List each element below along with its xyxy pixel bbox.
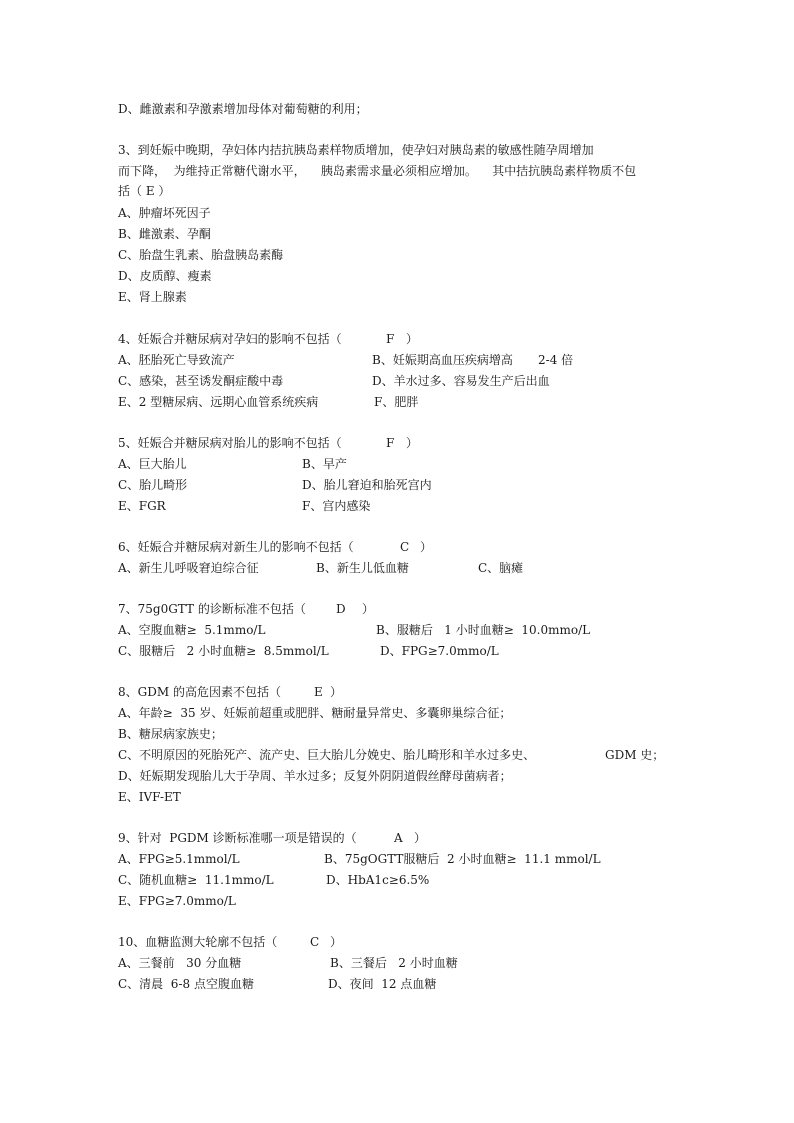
question-5-options-row-1 xyxy=(118,457,738,471)
question-8-option-e: E、IVF-ET xyxy=(118,790,181,804)
question-4-options-row-2 xyxy=(118,374,738,388)
question-3-option-e: E、肾上腺素 xyxy=(118,290,187,304)
question-7-option-d: D、FPG≥7.0mmo/L xyxy=(380,644,499,658)
question-10-options-row-2 xyxy=(118,977,738,991)
question-5-option-f: F、宫内感染 xyxy=(302,499,371,513)
question-8-option-d: D、妊娠期发现胎儿大于孕周、羊水过多；反复外阴阴道假丝酵母菌病者； xyxy=(118,769,512,783)
question-6-option-c: C、脑瘫 xyxy=(478,561,524,575)
question-5-option-a: A、巨大胎儿 xyxy=(118,457,187,471)
question-6-stem: 6、妊娠合并糖尿病对新生儿的影响不包括（ xyxy=(118,540,354,554)
question-5-close: ） xyxy=(406,436,419,450)
question-9-close: ） xyxy=(414,831,427,845)
question-4-stem: 4、妊娠合并糖尿病对孕妇的影响不包括（ xyxy=(118,332,342,346)
question-7-options-row-1 xyxy=(118,623,738,637)
question-8-option-c-row xyxy=(118,748,738,762)
question-4-option-c: C、感染，甚至诱发酮症酸中毒 xyxy=(118,374,284,388)
question-4-close: ） xyxy=(406,332,419,346)
question-6-option-a: A、新生儿呼吸窘迫综合征 xyxy=(118,561,259,575)
question-5-option-b: B、早产 xyxy=(302,457,347,471)
question-4-option-a: A、胚胎死亡导致流产 xyxy=(118,353,235,367)
question-9-option-b: B、75gOGTT服糖后 2 小时血糖≥ 11.1 mmol/L xyxy=(324,852,601,866)
question-5-option-c: C、胎儿畸形 xyxy=(118,478,188,492)
question-6-stem-row xyxy=(118,540,738,554)
question-8-option-b: B、糖尿病家族史； xyxy=(118,727,223,741)
question-9-options-row-2 xyxy=(118,873,738,887)
question-3-stem-end: 括（ E ） xyxy=(118,184,171,198)
question-5-stem-row xyxy=(118,436,738,450)
question-10-option-a: A、三餐前 30 分血糖 xyxy=(118,956,242,970)
question-10-options-row-1 xyxy=(118,956,738,970)
question-10-option-b: B、三餐后 2 小时血糖 xyxy=(330,956,458,970)
question-8-option-a: A、年龄≥ 35 岁、妊娠前超重或肥胖、糖耐量异常史、多囊卵巢综合征； xyxy=(118,706,512,720)
question-9-stem-row xyxy=(118,831,738,845)
question-4-stem-row xyxy=(118,332,738,346)
option-text: D、雌激素和孕激素增加母体对葡萄糖的利用； xyxy=(118,102,368,116)
question-8-close: ） xyxy=(330,685,343,699)
question-7-stem-row xyxy=(118,602,738,616)
question-4-option-b: B、妊娠期高血压疾病增高 xyxy=(372,353,513,367)
question-7-close: ） xyxy=(362,602,375,616)
question-5-option-e: E、FGR xyxy=(118,499,166,513)
question-6-close: ） xyxy=(420,540,433,554)
question-4-options-row-1 xyxy=(118,353,738,367)
question-8-option-c-suffix: GDM 史； xyxy=(605,748,665,762)
question-9-stem: 9、针对 PGDM 诊断标准哪一项是错误的（ xyxy=(118,831,357,845)
question-3-stem: 3、到妊娠中晚期，孕妇体内拮抗胰岛素样物质增加，使孕妇对胰岛素的敏感性随孕周增加 xyxy=(118,143,594,157)
question-10-answer: C xyxy=(310,935,320,949)
question-4-options-row-3 xyxy=(118,395,738,409)
question-10-stem-row xyxy=(118,935,738,949)
question-9-option-a: A、FPG≥5.1mmol/L xyxy=(118,852,240,866)
question-5-options-row-3 xyxy=(118,499,738,513)
question-10-option-c: C、清晨 6-8 点空腹血糖 xyxy=(118,977,254,991)
question-5-stem: 5、妊娠合并糖尿病对胎儿的影响不包括（ xyxy=(118,436,342,450)
question-10-close: ） xyxy=(330,935,343,949)
question-9-option-d: D、HbA1c≥6.5% xyxy=(326,873,430,887)
question-9-option-e: E、FPG≥7.0mmo/L xyxy=(118,894,236,908)
question-6-answer: C xyxy=(400,540,410,554)
question-7-answer: D xyxy=(336,602,346,616)
question-8-answer: E xyxy=(314,685,323,699)
question-9-options-row-1 xyxy=(118,852,738,866)
question-3-option-a: A、肿瘤坏死因子 xyxy=(118,206,211,220)
question-7-option-a: A、空腹血糖≥ 5.1mmo/L xyxy=(118,623,266,637)
question-4-answer: F xyxy=(386,332,395,346)
question-3-stem-continued: 而下降， 为维持正常糖代谢水平， 胰岛素需求量必须相应增加。 其中拮抗胰岛素样物质不包 xyxy=(118,164,637,178)
question-9-answer: A xyxy=(394,831,403,845)
question-9-option-c: C、随机血糖≥ 11.1mmo/L xyxy=(118,873,274,887)
question-6-option-b: B、新生儿低血糖 xyxy=(316,561,409,575)
question-3-option-d: D、皮质醇、瘦素 xyxy=(118,269,212,283)
question-4-option-e: E、2 型糖尿病、远期心血管系统疾病 xyxy=(118,395,319,409)
question-3-option-c: C、胎盘生乳素、胎盘胰岛素酶 xyxy=(118,248,284,262)
question-8-option-c: C、不明原因的死胎死产、流产史、巨大胎儿分娩史、胎儿畸形和羊水过多史、 xyxy=(118,748,536,762)
question-8-stem-row xyxy=(118,685,738,699)
question-4-option-f: F、肥胖 xyxy=(374,395,419,409)
question-4-option-d: D、羊水过多、容易发生产后出血 xyxy=(372,374,550,388)
question-5-option-d: D、胎儿窘迫和胎死宫内 xyxy=(302,478,432,492)
question-7-option-c: C、服糖后 2 小时血糖≥ 8.5mmol/L xyxy=(118,644,329,658)
question-10-stem: 10、血糖监测大轮廓不包括（ xyxy=(118,935,278,949)
question-4-option-b-suffix: 2-4 倍 xyxy=(538,353,574,367)
question-10-option-d: D、夜间 12 点血糖 xyxy=(328,977,437,991)
question-8-stem: 8、GDM 的高危因素不包括（ xyxy=(118,685,281,699)
question-5-answer: F xyxy=(386,436,395,450)
question-7-stem: 7、75g0GTT 的诊断标准不包括（ xyxy=(118,602,306,616)
question-3-option-b: B、雌激素、孕酮 xyxy=(118,227,211,241)
question-5-options-row-2 xyxy=(118,478,738,492)
question-7-option-b: B、服糖后 1 小时血糖≥ 10.0mmo/L xyxy=(376,623,591,637)
question-7-options-row-2 xyxy=(118,644,738,658)
question-6-options-row xyxy=(118,561,738,575)
